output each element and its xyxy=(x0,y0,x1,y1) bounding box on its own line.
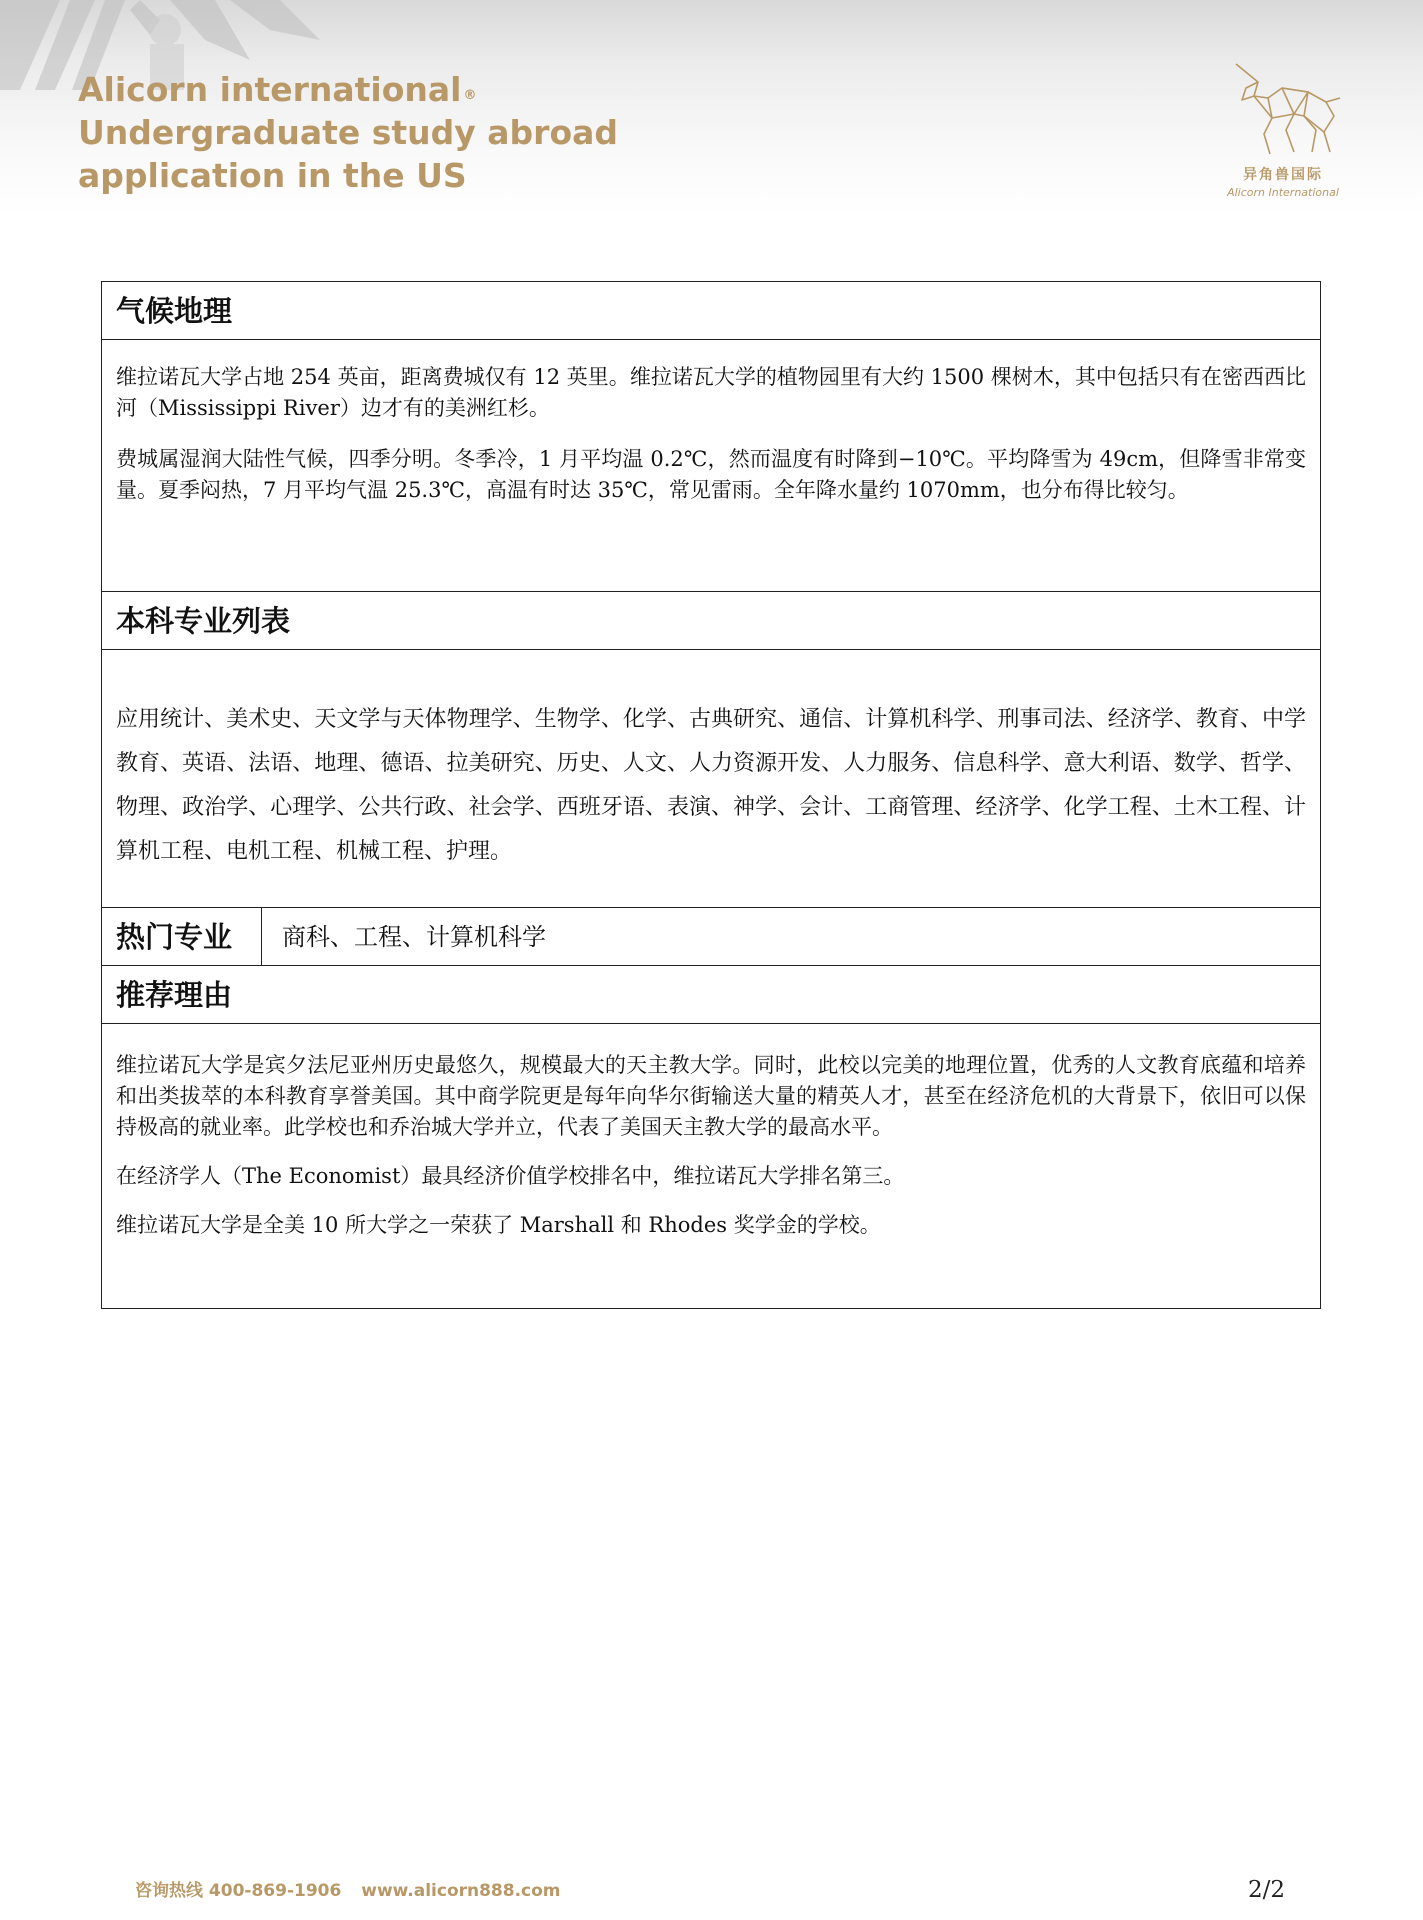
climate-section xyxy=(102,340,1320,592)
registered-mark: ® xyxy=(463,88,477,103)
brand-line-3: application in the US xyxy=(78,156,467,195)
majors-heading: 本科专业列表 xyxy=(102,592,1320,650)
hot-majors-label: 热门专业 xyxy=(102,908,262,965)
hot-majors-value: 商科、工程、计算机科学 xyxy=(282,923,546,951)
university-info-table xyxy=(101,281,1321,1309)
page-number: 2/2 xyxy=(1248,1877,1286,1903)
reasons-paragraph-3: 维拉诺瓦大学是全美 10 所大学之一荣获了 Marshall 和 Rhodes 奖学金的学校。 xyxy=(116,1213,881,1237)
footer-contact xyxy=(135,1876,561,1901)
logo-english-name: Alicorn International xyxy=(1227,186,1339,199)
brand-line-2: Undergraduate study abroad xyxy=(78,113,619,152)
alicorn-logo xyxy=(1218,58,1348,208)
majors-list: 应用统计、美术史、天文学与天体物理学、生物学、化学、古典研究、通信、计算机科学、刑事司法、经济学、教育、中学教育、英语、法语、地理、德语、拉美研究、历史、人文、人力资源开发、人力服务、信息科学、意大利语、数学、哲学、物理、政治学、心理学、公共行政、社会学、西班牙语、表演、神学、会计、工商管理、经济学、化学工程、土木工程、计算机工程、电机工程、机械工程、护理。 xyxy=(116,707,1306,864)
brand-line-1: Alicorn international xyxy=(78,70,462,109)
reasons-paragraph-1: 维拉诺瓦大学是宾夕法尼亚州历史最悠久，规模最大的天主教大学。同时，此校以完美的地理位置，优秀的人文教育底蕴和培养和出类拔萃的本科教育享誉美国。其中商学院更是每年向华尔街输送大量的精英人才，甚至在经济危机的大背景下，依旧可以保持极高的就业率。此学校也和乔治城大学并立，代表了美国天主教大学的最高水平。 xyxy=(116,1053,1306,1139)
unicorn-icon xyxy=(1224,58,1342,158)
header-banner xyxy=(0,0,1423,215)
climate-paragraph-1: 维拉诺瓦大学占地 254 英亩，距离费城仅有 12 英里。维拉诺瓦大学的植物园里有大约 1500 棵树木，其中包括只有在密西西比河（Mississippi River）边才有的美洲红杉。 xyxy=(116,365,1306,420)
brand-title xyxy=(78,68,618,197)
climate-heading: 气候地理 xyxy=(102,282,1320,340)
footer-hotline: 咨询热线 400-869-1906 xyxy=(135,1881,342,1901)
majors-section xyxy=(102,650,1320,908)
reasons-section xyxy=(102,1024,1320,1308)
hot-majors-row xyxy=(102,908,1320,966)
reasons-paragraph-2: 在经济学人（The Economist）最具经济价值学校排名中，维拉诺瓦大学排名第三。 xyxy=(116,1164,905,1188)
reasons-heading: 推荐理由 xyxy=(102,966,1320,1024)
logo-chinese-name: 异角兽国际 xyxy=(1243,167,1323,183)
footer-website-link[interactable]: www.alicorn888.com xyxy=(361,1881,561,1901)
climate-paragraph-2: 费城属湿润大陆性气候，四季分明。冬季冷，1 月平均温 0.2℃，然而温度有时降到−10℃。平均降雪为 49cm，但降雪非常变量。夏季闷热，7 月平均气温 25.3℃，高温有时达 35℃，常见雷雨。全年降水量约 1070mm，也分布得比较匀。 xyxy=(116,447,1306,502)
